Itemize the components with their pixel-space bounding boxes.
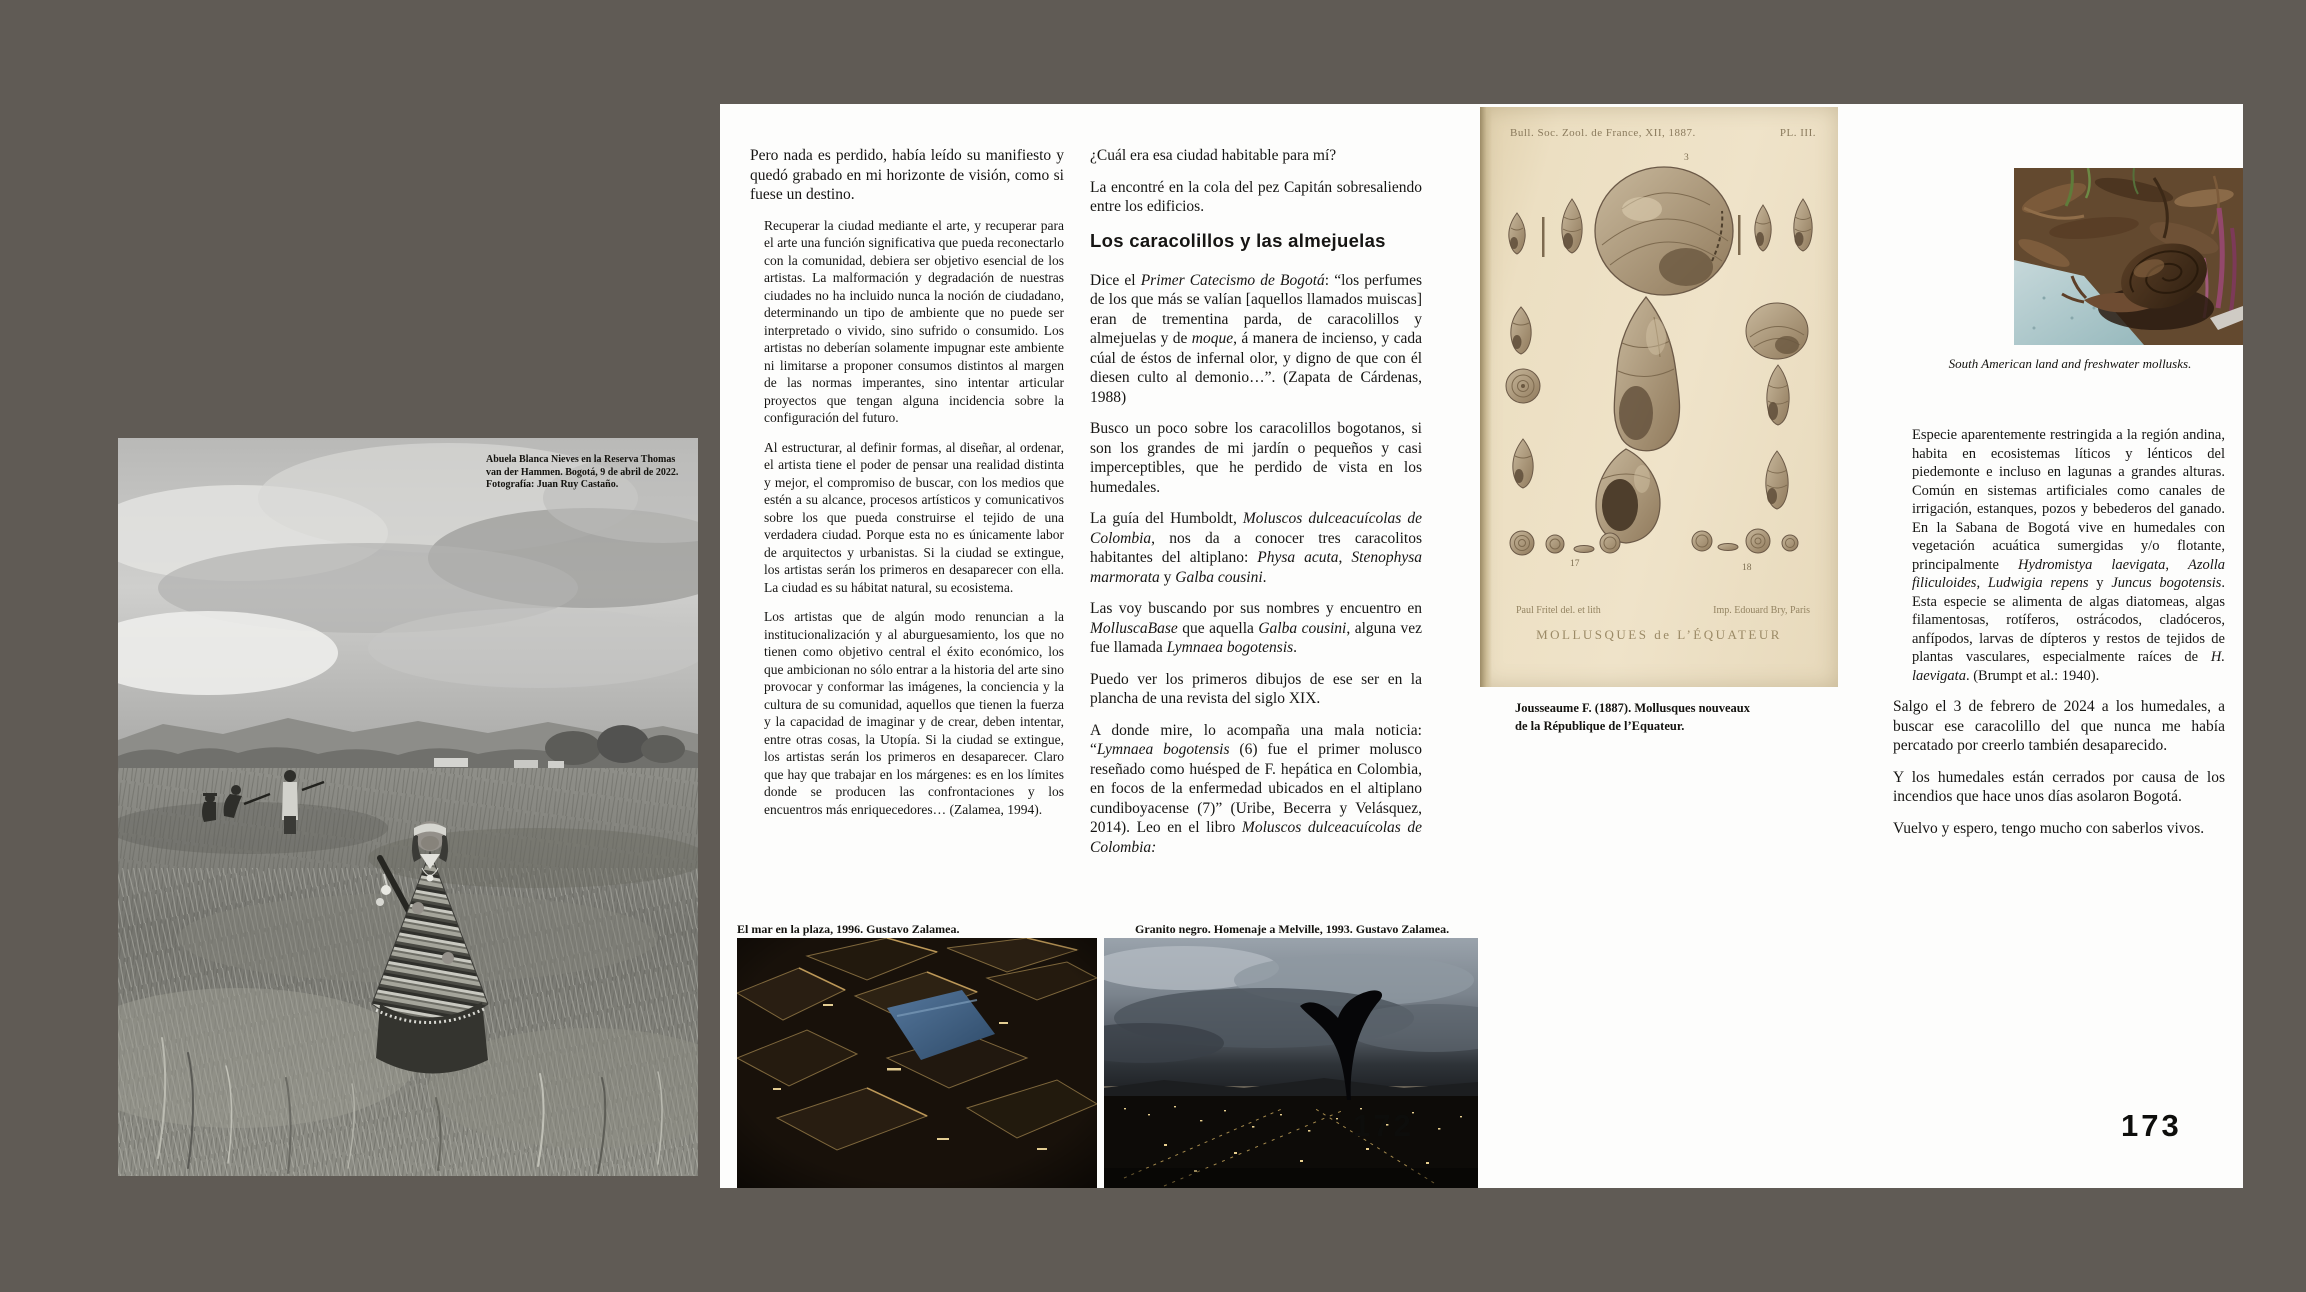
figure-label: 17 xyxy=(1570,559,1580,569)
field-photo-art xyxy=(118,438,698,1176)
caption-line: Abuela Blanca Nieves en la Reserva Thomas xyxy=(486,454,676,465)
figure-label: 3 xyxy=(1684,153,1689,163)
plate-number: PL. III. xyxy=(1779,127,1816,139)
mollusk-plate xyxy=(1480,107,1838,687)
shell-figures xyxy=(1480,107,1838,687)
text-block: Los artistas que de algún modo renuncian a la institucionalización y al aburguesamiento, los que no tienen como objetivo central el éxito económico, los que ambicionan no sólo entrar a la historia del arte sino provocar y conformar las imágenes, la conciencia y la cultura de su comunidad, aquellos que tienen la fuerza y la capacidad de imaginar y de crear, deben intentar, entre otras cosas, la Utopía. Si la ciudad se extingue, los artistas serán los primeros en desaparecer. Claro que hay que trabajar en los márgenes: es en los límites donde se producen las confrontaciones y los encuentros más enriquecedores… (Zalamea, 1994). xyxy=(764,609,1064,817)
plate-title: MOLLUSQUES de L’ÉQUATEUR xyxy=(1536,627,1782,642)
whale-photo xyxy=(1104,938,1478,1188)
text-block: ¿Cuál era esa ciudad habitable para mí? xyxy=(1090,147,1337,164)
page-number-172: 172 xyxy=(1353,1108,1414,1143)
snail-photo-art xyxy=(2014,168,2243,345)
citation-line: Jousseaume F. (1887). Mollusques nouveaux xyxy=(1515,701,1750,715)
text-block: Dice el Primer Catecismo de Bogotá: “los perfumes de los que más se valían [aquellos llamados muiscas] eran de trementina parda, de caracolillos y almejuelas y de moque, á manera de incienso, y cada cúal de éstos de infernal olor, y digno de que con él diesen culto al demonio…”. (Zapata de Cárdenas, 1988) xyxy=(1090,271,1422,406)
page-number-173: 173 xyxy=(2121,1108,2182,1143)
plate-printer: Imp. Edouard Bry, Paris xyxy=(1713,605,1810,616)
figure-label: 18 xyxy=(1742,563,1752,573)
text-block: A donde mire, lo acompaña una mala noticia: “Lymnaea bogotensis (6) fue el primer molusco reseñado como huésped de F. hepática en Colombia, en focos de la enfermedad ubicados en el altiplano cundiboyacense (7)” (Uribe, Becerra y Velásquez, 2014). Leo en el libro Moluscos dulceacuícolas de Colombia: xyxy=(1090,721,1422,856)
citation-line: de la République de l’Equateur. xyxy=(1515,719,1685,733)
text-block: Busco un poco sobre los caracolillos bogotanos, si son los grandes de mi jardín o pequeños y casi imperceptibles, que he perdido de vista en los humedales. xyxy=(1090,420,1422,496)
whale-photo-caption: Granito negro. Homenaje a Melville, 1993. Gustavo Zalamea. xyxy=(1135,922,1450,936)
section-heading: Los caracolillos y las almejuelas xyxy=(1090,229,1386,251)
text-block: Las voy buscando por sus nombres y encuentro en MolluscaBase que aquella Galba cousini, alguna vez fue llamada Lymnaea bogotensis. xyxy=(1090,600,1422,656)
whale-photo-art xyxy=(1104,938,1478,1188)
plate-lithographer: Paul Fritel del. et lith xyxy=(1516,605,1601,616)
snail-photo xyxy=(2014,168,2243,345)
caption-line: van der Hammen. Bogotá, 9 de abril de 2022. xyxy=(486,466,679,478)
text-block: Salgo el 3 de febrero de 2024 a los humedales, a buscar ese caracolillo del que nunca me había percatado por creerlo también desaparecido. xyxy=(1893,698,2225,754)
field-photo xyxy=(118,438,698,1176)
column-172-right xyxy=(1090,146,1422,869)
text-block: Pero nada es perdido, había leído su manifiesto y quedó grabado en mi horizonte de visión, como si fuese un destino. xyxy=(750,147,1064,203)
field-photo-caption xyxy=(486,454,691,492)
plate-citation xyxy=(1515,699,1750,735)
text-block: Especie aparentemente restringida a la región andina, habita en ecosistemas líticos y lénticos del piedemonte e incluso en lagunas a grandes alturas. Común en sistemas artificiales como canales de irrigación, estanques, pozos y bebederos del ganado. En la Sabana de Bogotá vive en humedales con vegetación acuática sumergidas y/o flotante, principalmente Hydromistya laevigata, Azolla filiculoides, Ludwigia repens y Juncus bogotensis. Esta especie se alimenta de algas diatomeas, algas filamentosas, rotíferos, ostrácodos, cladóceros, anfípodos, larvas de dípteros y restos de tejidos de plantas vasculares, especialmente raíces de H. laevigata. (Brumpt et al.: 1940). xyxy=(1912,427,2226,684)
plate-journal-header: Bull. Soc. Zool. de France, XII, 1887. xyxy=(1510,127,1696,139)
column-172-left xyxy=(750,146,1064,830)
column-173 xyxy=(1893,426,2225,850)
snail-photo-caption: South American land and freshwater mollusks. xyxy=(1948,356,2192,371)
text-block: Puedo ver los primeros dibujos de ese ser en la plancha de una revista del siglo XIX. xyxy=(1090,670,1422,707)
caption-line: Fotografía: Juan Ruy Castaño. xyxy=(486,479,619,490)
text-block: Vuelvo y espero, tengo mucho con saberlos vivos. xyxy=(1893,819,2205,837)
book-spread xyxy=(720,104,2243,1188)
text-block: La guía del Humboldt, Moluscos dulceacuícolas de Colombia, nos da a conocer tres caracolitos habitantes del altiplano: Physa acuta, Stenophysa marmorata y Galba cousini. xyxy=(1090,510,1422,586)
text-block: Al estructurar, al definir formas, al diseñar, al ordenar, el artista tiene el poder de pensar una realidad distinta y mejor, el compromiso de buscar, con los medios que estén a su alcance, procesos artísticos y comunicativos sobre los que pueda construirse el tejido de una verdadera ciudad. Porque esta no es únicamente labor de arquitectos y urbanistas. Si la ciudad se extingue, los artistas serán los primeros en desaparecer con ella. La ciudad es su hábitat natural, su ecosistema. xyxy=(764,439,1064,595)
plaza-photo xyxy=(737,938,1097,1188)
plaza-photo-caption: El mar en la plaza, 1996. Gustavo Zalamea. xyxy=(737,922,960,936)
text-block: La encontré en la cola del pez Capitán sobresaliendo entre los edificios. xyxy=(1090,178,1422,215)
text-block: Recuperar la ciudad mediante el arte, y recuperar para el arte una función significativa que pueda reconectarlo con la comunidad, debiera ser objetivo esencial de los artistas. La malformación y degradación de nuestras ciudades no ha incluido nunca la noción de ciudadano, determinando un tipo de ambiente que no puede ser interpretado o vivido, sino sufrido o consumido. Los artistas no deberían solamente impugnar este ambiente ni limitarse a proponer consumos distintos al margen de las normas imperantes, sino intentar articular proyectos que tengan alguna incidencia sobre la configuración del futuro. xyxy=(764,217,1064,425)
plaza-photo-art xyxy=(737,938,1097,1188)
text-block: Y los humedales están cerrados por causa de los incendios que hace unos días asolaron Bogotá. xyxy=(1893,768,2225,805)
